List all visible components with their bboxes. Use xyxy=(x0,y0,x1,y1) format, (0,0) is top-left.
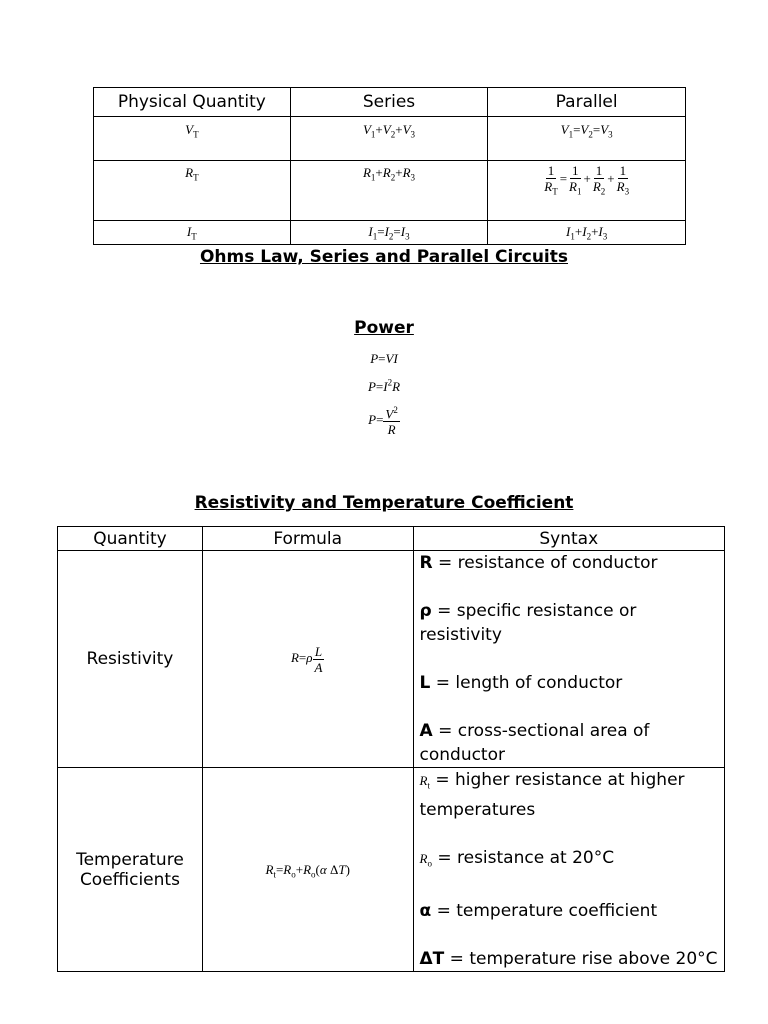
quantity-temperature-coefficients xyxy=(58,768,203,972)
symbol: ρ xyxy=(419,601,432,621)
series-current: $I_1=I_2=I_3$ xyxy=(290,221,488,245)
power-formula-1: P=VI xyxy=(370,351,398,366)
column-header: Quantity xyxy=(58,527,203,551)
power-heading: Power xyxy=(354,318,414,338)
syntax-line xyxy=(420,768,721,822)
ohms-law-heading: Ohms Law, Series and Parallel Circuits xyxy=(199,247,568,267)
column-header: Physical Quantity xyxy=(94,88,291,117)
table-row xyxy=(58,551,725,768)
symbol: $R_t$ xyxy=(419,773,430,791)
formula-temperature: $R_t=R_o+R_o(\alpha$ ΔT) xyxy=(202,768,413,972)
definition: = higher resistance at higher temperatures xyxy=(419,770,685,820)
symbol: ΔT xyxy=(419,949,445,970)
column-header: Formula xyxy=(202,527,413,551)
symbol: α xyxy=(419,901,432,922)
syntax-line xyxy=(420,899,721,923)
symbol: L xyxy=(419,673,431,693)
series-voltage: $V_1+V_2+V_3$ xyxy=(290,117,488,161)
syntax-temperature xyxy=(413,768,725,972)
parallel-resistance: $\frac{1}{R_T}$ = $\frac{1}{R_1}$ + $\frac{1}{R_2}$ + $\frac{1}{R_3}$ xyxy=(488,161,686,221)
series-resistance: $R_1+R_2+R_3$ xyxy=(290,161,488,221)
syntax-line xyxy=(420,846,721,876)
definition: = temperature coefficient xyxy=(431,901,658,922)
quantity-current: $I_T$ xyxy=(94,221,291,245)
syntax-line xyxy=(420,719,721,767)
power-formula-2: $P=I^2R$ xyxy=(367,378,401,395)
table-row xyxy=(94,117,686,161)
table-row xyxy=(94,221,686,245)
syntax-line xyxy=(420,599,721,647)
quantity-voltage: $V_T$ xyxy=(94,117,291,161)
column-header: Series xyxy=(290,88,488,117)
power-formula-3: P= $\frac{V^2}{R}$ xyxy=(368,405,398,438)
parallel-voltage: $V_1=V_2=V_3$ xyxy=(488,117,686,161)
definition: = resistance of conductor xyxy=(432,553,658,573)
quantity-resistance: $R_T$ xyxy=(94,161,291,221)
syntax-resistivity xyxy=(413,551,725,768)
column-header: Syntax xyxy=(413,527,725,551)
definition: = specific resistance or resistivity xyxy=(419,601,637,645)
syntax-line xyxy=(420,671,721,695)
quantity-label: Temperature Coefficients xyxy=(76,849,184,890)
column-header: Parallel xyxy=(488,88,686,117)
definition: = length of conductor xyxy=(430,673,623,693)
syntax-line xyxy=(420,551,721,575)
definition: = resistance at 20°C xyxy=(431,847,615,868)
table-header-row xyxy=(58,527,725,551)
symbol: A xyxy=(419,721,433,741)
symbol: $R_o$ xyxy=(419,850,432,869)
circuit-table xyxy=(93,87,686,245)
symbol: R xyxy=(419,553,433,573)
formula-resistivity: R=ρ $\frac{L}{A}$ xyxy=(202,551,413,768)
parallel-current: $I_1+I_2+I_3$ xyxy=(488,221,686,245)
resistivity-heading: Resistivity and Temperature Coefficient xyxy=(194,493,574,513)
table-header-row xyxy=(94,88,686,117)
resistivity-table xyxy=(57,526,725,972)
table-row xyxy=(58,768,725,972)
table-row xyxy=(94,161,686,221)
definition: = temperature rise above 20°C xyxy=(444,949,718,970)
definition: = cross-sectional area of conductor xyxy=(419,721,650,765)
syntax-line xyxy=(420,947,721,971)
quantity-resistivity: Resistivity xyxy=(58,551,203,768)
